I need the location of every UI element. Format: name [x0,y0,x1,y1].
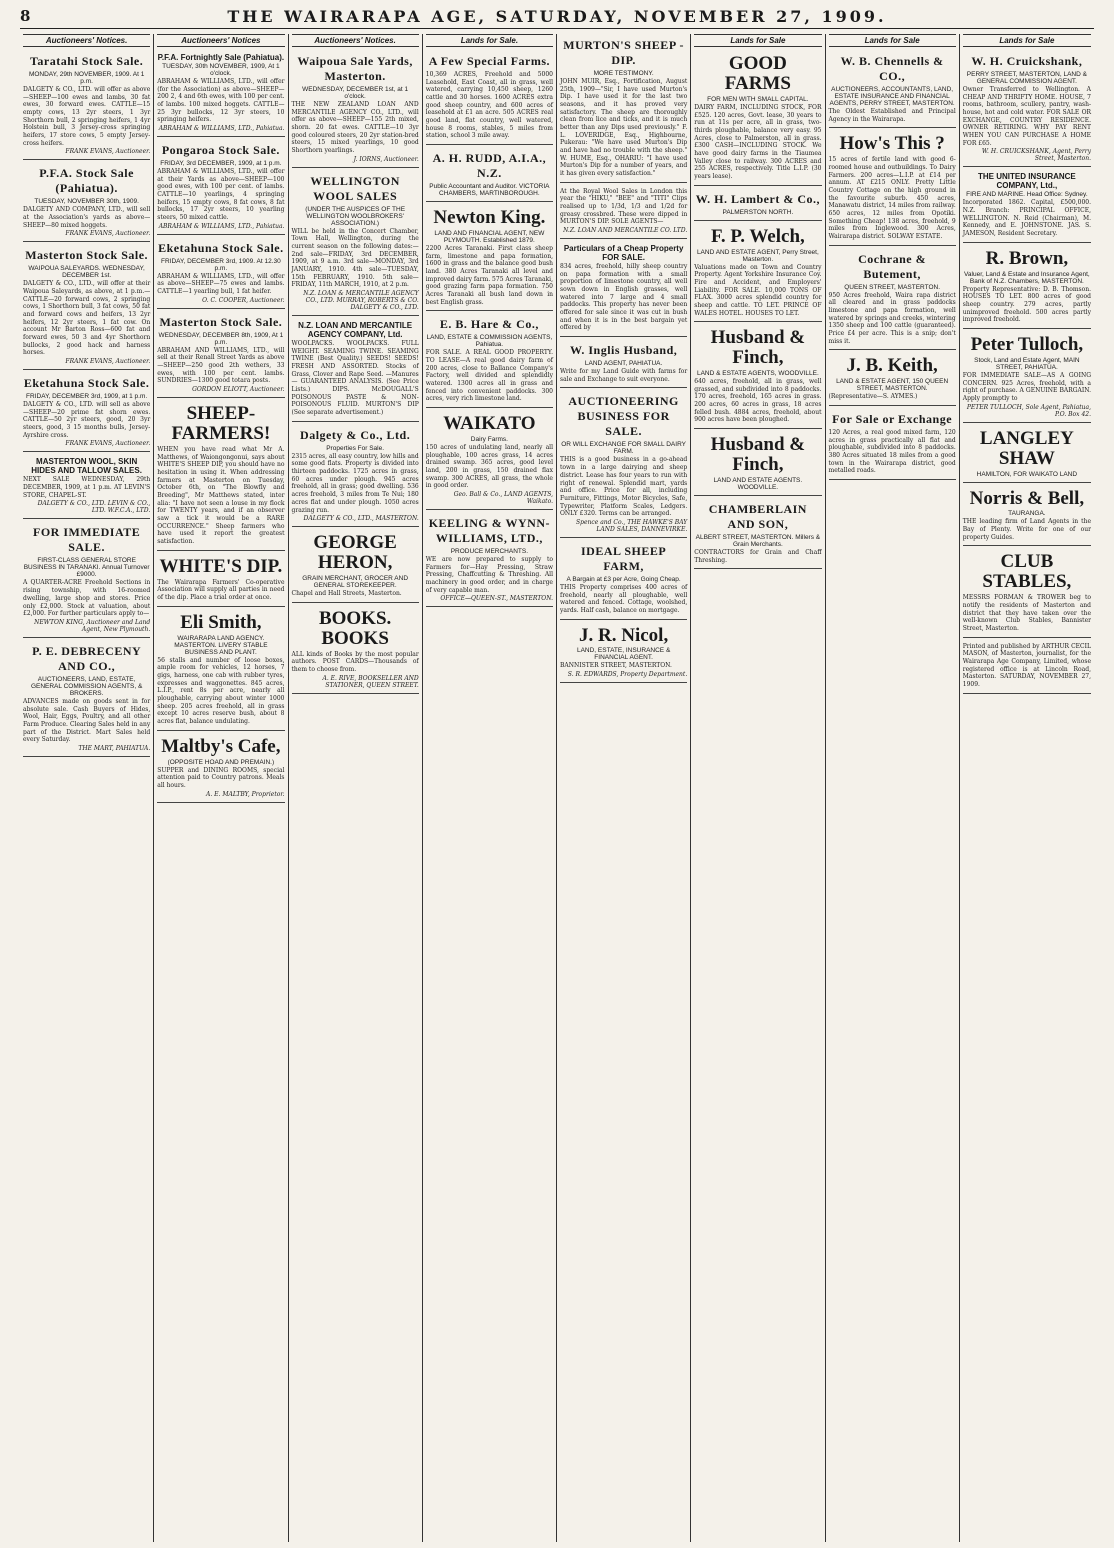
ad-signature: W. H. CRUICKSHANK, Agent, Perry Street, Masterton. [981,148,1091,163]
advertisement [560,622,687,684]
ad-subtitle: LAND AND ESTATE AGENTS. WOODVILLE. [713,477,803,492]
ad-body: JOHN MUIR, Esq., Fortification, August 25th, 1909—"Sir, I have used Murton's Dip. I have used it for the last two seasons, and it has proved very satisfactory. The sheep are thoroughly clean from lice and ticks, and it is much better than any Dips used previously." F. L. LOVERIDGE, Esq., Highbourne, Pukerau: "We have used Murton's Dip and have had no trouble with the sheep." W. HUME, Esq., OHARIU: "I have used Murton's Dip for a number of years, and it has given every satisfaction." [560,78,688,178]
ad-subtitle: FRIDAY, 3rd DECEMBER, 1909, at 1 p.m. [160,160,282,168]
advertisement [560,540,687,620]
ad-subtitle: (UNDER THE AUSPICES OF THE WELLINGTON WOOLBROKERS' ASSOCIATION.) [305,205,406,227]
advertisement [292,605,419,694]
ad-title: Masterton Stock Sale. [159,314,283,329]
advertisement [426,204,553,311]
column-1 [20,34,154,1542]
ad-title: Norris & Bell, [969,487,1085,509]
ad-title: LANGLEY SHAW [979,427,1074,469]
ad-signature: GORDON ELIOTT, Auctioneer. [192,386,285,394]
ad-subtitle: WEDNESDAY, DECEMBER 1st, at 1 o'clock. [302,86,409,100]
ad-body: WHEN you have read what Mr A. Matthews, of Waiongongonui, says about WHITE'S SHEEP DIP, you should have no hesitation in using it. When addressing farmers at Masterton on Tuesday, October 6th, on "The Blowfly and Breeding", Mr Matthews stated, inter alia: "I have not seen a louse in my flock for TWENTY years, and if an observer saw a tick it would be a RARE OCCURRENCE." Sheep farmers who have used it report the greatest satisfaction. [157,445,285,546]
ad-body: DALGETY & CO., LTD. will offer as above—SHEEP—100 ewes and lambs, 30 fat ewes, 30 forward ewes. CATTLE—15 empty cows, 13 2yr steers, 1 3yr Shorthorn bull, 2 springing heifers, 1 4yr Holstein bull, 3 Jersey-cross springing heifers, 17 store cows, 5 empty Jersey-cross heifers. [23,86,151,147]
ad-body: ABRAHAM & WILLIAMS, LTD., will offer (for the Association) as above—SHEEP—200 2, 4 and 6th ewes, with 100 per cent. of lambs. 100 mixed hoggets. CATTLE—25 3yr bullocks, 12 3yr steers, 10 springing heifers. [157,78,285,124]
advertisement [829,130,956,245]
ad-signature: A. E. RIVE, BOOKSELLER AND STATIONER, QUEEN STREET. [322,674,419,689]
ad-title: R. Brown, [985,247,1069,269]
ad-title: Waipoua Sale Yards, Masterton. [297,54,413,83]
masthead [20,4,1094,29]
ad-title: WAIKATO [443,413,536,435]
advertisement [963,245,1091,329]
ad-subtitle: OR WILL EXCHANGE FOR SMALL DAIRY FARM. [561,441,686,456]
ad-subtitle: LAND AND FINANCIAL AGENT, NEW PLYMOUTH. Established 1879. [434,229,545,244]
column-4 [423,34,557,1542]
ad-signature: J. IORNS, Auctioneer. [353,155,419,163]
ad-title: W. H. Lambert & Co., [695,191,820,206]
ad-body: 834 acres, freehold, hilly sheep country on papa formation with a small proportion of limestone country, all well sown down in English grasses, well watered into 7 large and 4 small paddocks. This property has never been offered for sale since it was cut in bush and when it is in the best bargain yet offered by [560,263,688,332]
ad-title: P.F.A. Stock Sale (Pahiatua). [39,166,134,196]
ad-title: CLUB STABLES, [982,551,1072,593]
ad-title: SHEEP-FARMERS! [171,403,271,445]
advertisement [963,331,1091,423]
ad-signature: OFFICE—QUEEN-ST., MASTERTON. [440,595,553,603]
ad-subtitle: Valuer, Land & Estate and Insurance Agent, Bank of N.Z. Chambers, MASTERTON. [964,270,1090,285]
column-8 [960,34,1094,1542]
ad-subtitle: FRIDAY, DECEMBER 3rd, 1909. At 12.30 p.m. [161,257,281,272]
ad-title: Newton King. [433,207,546,229]
ad-title: P.F.A. Fortnightly Sale (Pahiatua). [157,53,285,62]
advertisement [23,372,150,452]
ad-subtitle: A Bargain at £3 per Acre, Going Cheap. [566,575,681,583]
ad-title: Peter Tulloch, [970,334,1084,356]
advertisement [157,609,284,731]
ad-signature: PETER TULLOCH, Sole Agent, Pahiatua, P.O. Box 42. [966,403,1091,418]
ad-body: A QUARTER-ACRE Freehold Sections in rising township, with 16-roomed dwelling, large shop and stores. Price only £2,000. Stock at valuation, about £2,000. For further particulars apply to— [23,579,151,618]
ad-body: FOR IMMEDIATE SALE—AS A GOING CONCERN. 925 Acres, freehold, with a right of purchase. A GENUINE BARGAIN. Apply promptly to [962,371,1091,402]
ad-title: Masterton Stock Sale. [25,248,149,263]
ad-signature: N.Z. LOAN & MERCANTILE AGENCY CO., LTD. MURRAY, ROBERTS & CO. DALGETY & CO., LTD. [303,290,419,312]
column-3 [289,34,423,1542]
advertisement [157,311,284,398]
advertisement [23,521,150,637]
ad-title: BOOKS. BOOKS [318,607,392,649]
ad-signature: ABRAHAM & WILLIAMS, LTD., Pahiatua. [158,125,285,133]
advertisement [560,241,687,337]
ad-title: A. H. RUDD, A.I.A., N.Z. [432,151,547,181]
ad-body: Write for my Land Guide with farms for sale and Exchange to suit everyone. [560,368,688,383]
ad-signature: ABRAHAM & WILLIAMS, LTD., Pahiatua. [158,222,285,230]
ad-body: THIS is a good business in a go-ahead town in a large dairying and sheep district. Lease has four years to run with right of renewal. Splendid mart, yards and office. Price for all, including Furniture, Fittings, Motor Bicycles, Safe, Typewriter, Platform Scales, Ledgers. ONLY £320. Terms can be arranged. [560,456,688,518]
advertisement [292,318,419,422]
ad-signature: Spence and Co., THE HAWKE'S BAY LAND SALES, DANNEVIRKE. [576,518,688,533]
ad-body: Owner Transferred to Wellington. A CHEAP AND THRIFTY HOME. HOUSE, 7 rooms, bathroom, scullery, pantry, wash-house, hot and cold water. FOR SALE OR EXCHANGE, COUNTRY RESIDENCE. OWNER RETIRING. WHY PAY RENT WHEN YOU CAN PURCHASE A HOME FOR £65. [962,86,1091,147]
ad-subtitle: AUCTIONEERS, LAND, ESTATE, GENERAL COMMISSION AGENTS, & BROKERS. [30,675,143,697]
ad-body: BANNISTER STREET, MASTERTON. [560,662,672,670]
advertisement [963,640,1091,694]
advertisement [694,223,821,323]
advertisement [963,169,1091,242]
newspaper-title: THE WAIRARAPA AGE, SATURDAY, NOVEMBER 27, 1909. [227,6,887,26]
ad-body: ABRAHAM & WILLIAMS, LTD., will offer as above—SHEEP—75 ewes and lambs. CATTLE—1 yearling bull, 1 fat heifer. [157,272,285,296]
column-heading: Lands for Sale [694,34,821,47]
ad-title: FOR IMMEDIATE SALE. [32,525,141,555]
ad-subtitle: LAND, ESTATE, INSURANCE & FINANCIAL AGENT. [576,647,671,662]
advertisement [426,147,553,202]
ad-subtitle: ALBERT STREET, MASTERTON. Millers & Grain Merchants. [695,534,821,549]
ad-body: 120 Acres, a real good mixed farm, 120 acres in grass practically all flat and ploughable, subdivided into 8 paddocks. 380 Acres situated 18 miles from a good town in the Wairarapa district, good metalled roads. [828,428,956,475]
column-2 [154,34,288,1542]
ad-subtitle: LAND & ESTATE AGENTS, WOODVILLE. [696,370,819,378]
ad-title: W. H. Cruickshank, [971,54,1083,68]
advertisement [426,512,553,607]
ad-title: Dalgety & Co., Ltd. [300,427,411,442]
advertisement [426,410,553,510]
ad-subtitle: LAND & ESTATE AGENT, 150 QUEEN STREET, MASTERTON. [836,378,949,393]
advertisement [560,339,687,388]
ad-body: 2200 Acres Taranaki. First class sheep farm, limestone and papa formation, 1600 in grass and the balance good bush land. 380 Acres Taranaki all level and improved dairy farm. 575 Acres Taranaki, good grazing farm papa formation. 750 Acres Taranaki all bush land down in best English grass. [425,244,553,306]
ad-title: For Sale or Exchange [832,411,953,426]
ad-signature: NEWTON KING, Auctioneer and Land Agent, New Plymouth. [34,618,151,633]
ad-signature: FRANK EVANS, Auctioneer. [65,230,151,238]
column-heading: Lands for Sale [963,34,1091,47]
ad-body: DALGETY AND COMPANY, LTD., will sell at the Association's yards as above—SHEEP—80 mixed hoggets. [23,206,151,229]
advertisement [23,244,150,370]
ad-body: At the Royal Wool Sales in London this year the "HIKU," "BEE" and "TITI" Clips realised up to 1/3d, 1/3 and 1/2d for greasy crossbred. These were dipped in MURTON'S DIP. SOLE AGENTS— [560,187,688,226]
ad-title: GEORGE HERON, [313,532,397,574]
ad-title: Eketahuna Stock Sale. [23,376,150,391]
ad-title: J. R. Nicol, [579,624,669,646]
ad-subtitle: AUCTIONEERS, ACCOUNTANTS, LAND, ESTATE INSURANCE AND FINANCIAL AGENTS, PERRY STREET, MASTERTON. [829,86,955,107]
ad-body: ABRAHAM AND WILLIAMS, LTD., will sell at their Renall Street Yards as above—SHEEP—250 good 2th wethers, 33 ewes, with 100 per cent. lambs. SUNDRIES—1300 good totara posts. [157,346,285,385]
ad-title: Particulars of a Cheap Property FOR SALE. [563,244,684,263]
advertisement [23,50,150,160]
ad-title: IDEAL SHEEP FARM, [581,543,667,573]
ad-title: How's This ? [839,133,945,155]
ad-title: THE UNITED INSURANCE COMPANY, Ltd., [977,172,1076,191]
ad-title: A Few Special Farms. [428,54,551,68]
newspaper-columns [20,34,1094,1542]
ad-signature: A. E. MALTBY, Proprietor. [206,790,285,798]
ad-body: DALGETY & CO., LTD., will offer at their Waipoua Saleyards, as above, at 1 p.m.—CATTLE—20 forward cows, 2 springing cows, 1 Shorthorn bull, 3 fat cows, 50 fat and forward cows and heifers, 13 2yr heifers, 12 2yr steers, 1 fat cow. On account Mr Barton Ross—600 fat and forward ewes, 50 3 and 4yr Shorthorn bullocks, 2 good hack and harness horses. [23,280,151,357]
ad-subtitle: TAURANGA. [1008,510,1046,518]
advertisement [560,185,687,239]
ad-signature: DALGETY & CO., LTD., MASTERTON. [303,515,419,523]
advertisement [694,324,821,429]
ad-subtitle: MONDAY, 29th NOVEMBER, 1909. At 1 p.m. [28,71,145,85]
ad-title: WHITE'S DIP. [159,555,283,577]
advertisement [157,139,284,235]
advertisement [292,50,419,168]
ad-title: Eketahuna Stock Sale. [158,240,284,255]
ad-subtitle: GRAIN MERCHANT, GROCER AND GENERAL STOREKEEPER. [302,575,409,590]
column-6 [691,34,825,1542]
ad-title: Husband & Finch, [710,327,806,369]
column-heading: Lands for Sale. [426,34,553,47]
advertisement [157,733,284,803]
ad-subtitle: LAND AND ESTATE AGENT, Perry Street, Masterton. [696,248,819,263]
ad-body: Chapel and Hall Streets, Masterton. [291,590,402,598]
ad-body: 150 acres of undulating land, nearly all ploughable, 100 acres grass, 14 acres drained swamp. 365 acres, good level land, 200 in grass, 150 drained flax swamp. 300 ACRES, all grass, the whole in good order. [425,444,553,490]
ad-title: Taratahi Stock Sale. [30,54,144,68]
ad-signature: DALGETY & CO., LTD. LEVIN & CO., LTD. W.F.C.A., LTD. [37,500,151,515]
ad-title: E. B. Hare & Co., [439,317,539,332]
ad-signature: Geo. Ball & Co., LAND AGENTS, Waikato. [453,491,553,506]
ad-body: ADVANCES made on goods sent in for absolute sale. Cash Buyers of Hides, Wool, Hair, Eggs, Poultry, and all other Farm Produce. Clearing Sales held in any part of the District. Mart Sales held every Saturday. [23,697,151,744]
advertisement [829,352,956,406]
advertisement [157,237,284,309]
ad-body: WILL be held in the Concert Chamber, Town Hall, Wellington, during the current season on the following dates:—2nd sale—FRIDAY, 3rd DECEMBER, 1909, at 9 a.m. 3rd sale—MONDAY, 3rd JANUARY, 1910. 4th sale—TUESDAY, 15th FEBRUARY, 1910. 5th sale—FRIDAY, 11th MARCH, 1910, at 2 p.m. [291,227,419,289]
ad-body: THE NEW ZEALAND LOAN AND MERCANTILE AGENCY CO., LTD., will offer as above—SHEEP—155 2th mixed, shorn. 20 fat ewes. CATTLE—10 3yr good coloured steers, 20 2yr station-bred steers, 15 mixed yearlings, 10 good Shorthorn yearlings. [291,101,419,155]
ad-title: F. P. Welch, [710,225,805,247]
advertisement [426,313,553,408]
ad-body: The Oldest Established and Principal Agency in the Wairarapa. [828,108,956,123]
ad-body: WOOLPACKS. WOOLPACKS. FULL WEIGHT. SEAMING TWINE. SEAMING TWINE (Best Quality.) SEEDS! SEEDS! FRESH AND ASSORTED. Stocks of Grass, Clover and Rape Seed. —Manures— GUARANTEED ANALYSIS. (See Price Lists.) DIPS. McDOUGALL'S POISONOUS PASTE & NON-POISONOUS FLUID. MURTON'S DIP (See separate advertisement.) [291,340,419,417]
advertisement [829,50,956,128]
ad-title: WELLINGTON WOOL SALES [310,173,400,203]
column-heading: Auctioneers' Notices. [292,34,419,47]
ad-subtitle: Properties For Sale. [326,444,385,452]
advertisement [23,454,150,519]
ad-subtitle: TUESDAY, 30th NOVEMBER, 1909, At 1 o'clock. [162,63,280,77]
ad-title: Husband & Finch, [710,434,806,476]
ad-signature: O. C. COOPER, Auctioneer. [202,296,285,304]
ad-subtitle: Public Accountant and Auditor. VICTORIA CHAMBERS, MARTINBOROUGH. [429,183,550,198]
ad-title: GOOD FARMS [724,53,791,94]
ad-body: DALGETY & CO., LTD. will sell as above—SHEEP—20 prime fat shorn ewes. CATTLE—50 2yr steers, good, 20 3yr steers, good, 3 15 months bulls, Jersey-Ayrshire cross. [23,401,151,439]
advertisement [292,529,419,603]
ad-subtitle: Stock, Land and Estate Agent, MAIN STREET, PAHIATUA. [974,356,1080,371]
advertisement [694,50,821,186]
advertisement [963,50,1091,167]
advertisement [694,498,821,569]
ad-title: Pongaroa Stock Sale. [161,143,280,158]
column-heading: Lands for Sale [829,34,956,47]
ad-subtitle: WAIPOUA SALEYARDS. WEDNESDAY, DECEMBER 1st. [28,265,145,280]
ad-subtitle: MORE TESTIMONY. [593,70,654,77]
ad-subtitle: TUESDAY, NOVEMBER 30th, 1909. [34,198,139,206]
advertisement [157,50,284,137]
advertisement [829,408,956,480]
column-7 [826,34,960,1542]
ad-body: Incorporated 1862. Capital, £500,000. N.Z. Branch: PRINCIPAL OFFICE, WELLINGTON. N. Reid (Chairman), M. Kennedy, and E. JOHNSTONE. JAS. S. JAMESON, Resident Secretary. [962,199,1091,238]
ad-body: 2315 acres, all easy country, low hills and some good flats. Property is divided into thirteen paddocks. 1725 acres in grass, 60 acres under plough. 945 acres freehold, all in grass; good dwelling. 536 acres freehold, 3 miles from Te Nui; 180 acres flat and under plough. 1050 acres grazing run. [291,452,419,514]
ad-body: 640 acres, freehold, all in grass, well grassed, and subdivided into 8 paddocks. 170 acres, freehold, 165 acres in grass. 200 acres, 60 acres in grass, 18 acres felled bush. 4884 acres, freehold, about 900 acres have been ploughed. [694,378,822,424]
ad-signature: FRANK EVANS, Auctioneer. [65,440,151,448]
ad-body: WE are now prepared to supply to Farmers for—Hay Pressing, Straw Pressing, Chaffcutting & Threshing. All machinery in good order, and in charge of very capable man. [425,556,553,594]
ad-body: Property Representative: D. B. Thomson. HOUSES TO LET. 800 acres of good sheep country. 279 acres, partly unimproved freehold. 500 acres partly improved freehold. [962,285,1091,324]
ad-subtitle: PALMERSTON NORTH. [722,208,794,216]
ad-body: CONTRACTORS for Grain and Chaff Threshing. [694,549,822,564]
ad-body: 10,369 ACRES, Freehold and 5000 Leasehold, East Coast, all in grass, well watered, carrying 10,450 sheep, 1260 cattle and 30 horses. 1600 ACRES extra good sheep country, and 600 acres of leasehold at £1 an acre. 505 ACRES real good land, flat country, well watered, house 8 rooms, stables, 5 miles from station, school 3 mile away. [425,71,553,140]
ad-title: W. B. Chennells & CO., [840,54,944,83]
ad-title: Eli Smith, [180,611,262,633]
ad-signature: FRANK EVANS, Auctioneer. [65,358,151,366]
advertisement [963,425,1091,483]
advertisement [963,485,1091,547]
ad-title: J. B. Keith, [846,355,938,377]
advertisement [694,431,821,496]
ad-title: KEELING & WYNN-WILLIAMS, LTD., [428,516,551,546]
advertisement [23,640,150,757]
advertisement [23,162,150,242]
ad-subtitle: LAND, ESTATE & COMMISSION AGENTS, Pahiatua. [426,334,553,349]
ad-body: Valuations made on Town and Country Property. Agent Yorkshire Insurance Coy. Fire and Accident, and Employers' Liability. FOR SALE. 10,000 TONS OF FLAX. 3000 acres splendid country for sheep and cattle. TO LET. PRINCE OF WALES HOTEL. HOUSES TO LET. [694,263,822,317]
ad-subtitle: FIRE AND MARINE. Head Office: Sydney. [966,191,1088,199]
ad-subtitle: FOR MEN WITH SMALL CAPITAL. [707,95,809,103]
advertisement [157,553,284,607]
ad-body: NEXT SALE WEDNESDAY, 29th DECEMBER, 1909, at 1 p.m. AT LEVIN'S STORE, CHAPEL-ST. [23,476,151,499]
ad-title: CHAMBERLAIN AND SON, [708,502,807,532]
ad-body: SUPPER and DINING ROOMS, special attention paid to Country patrons. Meals all hours. [157,766,285,789]
ad-body: FOR SALE. A REAL GOOD PROPERTY. TO LEASE—A real good dairy farm of 200 acres, close to Ballance Company's Factory, well divided and splendidly watered. 1300 acres all in grass and fenced into convenient paddocks. 300 acres, very rich limestone land. [425,349,553,403]
column-heading: Auctioneers' Notices [157,34,284,47]
ad-subtitle: (OPPOSITE HOAD AND PREMAIN.) [167,758,275,766]
ad-title: P. E. DEBRECENY AND CO., [32,643,142,673]
advertisement [963,548,1091,637]
ad-title: MURTON'S SHEEP - DIP. [563,38,684,67]
advertisement [829,248,956,351]
ad-body: DAIRY FARM, INCLUDING STOCK, FOR £525. 120 acres, Govt. lease, 30 years to run at 11s per acre, all in grass, two-thirds ploughable, balance very easy. 95 Acres, close to Palmerston, all in grass. £300 CASH—INCLUDING STOCK. We have good dairy farms in the Tiaumea Valley close to railway. 300 ACRES and 255 ACRES, respectively. Title L.I.P. (30 years lease). [694,103,822,180]
advertisement [157,400,284,551]
column-heading: Auctioneers' Notices. [23,34,150,47]
ad-body: THE leading firm of Land Agents in the Bay of Plenty. Write for one of our property Guides. [962,518,1091,541]
ad-title: Maltby's Cafe, [161,735,281,757]
advertisement [426,50,553,145]
column-5 [557,34,691,1542]
ad-body: MESSRS FORMAN & TROWER beg to notify the residents of Masterton and district that they have taken over the well-known Club Stables, Bannister Street, Masterton. [962,594,1091,633]
ad-signature: THE MART, PAHIATUA. [78,744,151,752]
ad-body: The Wairarapa Farmers' Co-operative Association will supply all parties in need of the dip. Place a trial order at once. [157,578,285,601]
ad-body: (Representative—S. AYMES.) [828,393,918,401]
ad-subtitle: QUEEN STREET, MASTERTON. [844,283,941,291]
ad-body: 56 stalls and number of loose boxes, ample room for vehicles, 12 horses, 7 gigs, harness, one cab with rubber tyres, expresses and waggonettes. 845 acres, L.I.P., rent 8s per acre, nearly all ploughable, carrying about winter 1000 sheep. 205 acres freehold, all in grass except 10 acres reserve bush, about 8 acres flat, balance undulating. [157,656,285,725]
ad-subtitle: PERRY STREET, MASTERTON, LAND & GENERAL COMMISSION AGENT. [966,71,1087,85]
ad-title: N.Z. LOAN AND MERCANTILE AGENCY COMPANY, Ltd. [298,321,413,340]
ad-subtitle: FIRST-CLASS GENERAL STORE BUSINESS IN TARANAKI. Annual Turnover £9000. [23,557,150,579]
advertisement [292,170,419,316]
ad-subtitle: WEDNESDAY, DECEMBER 8th, 1909, At 1 p.m. [158,331,284,346]
ad-subtitle: PRODUCE MERCHANTS. [450,548,529,556]
ad-body: THIS Property comprises 400 acres of freehold, nearly all ploughable, well watered and fenced. Cottage, woolshed, yards. Half cash, balance on mortgage. [560,583,688,614]
ad-body: Printed and published by ARTHUR CECIL MASON, of Masterton, journalist, for the Wairarapa Age Company, Limited, whose registered office is at Lincoln Road, Masterton. SATURDAY, NOVEMBER 27, 1909. [962,642,1091,689]
advertisement [694,188,821,221]
ad-subtitle: LAND AGENT, PAHIATUA. [584,360,663,368]
ad-title: W. Inglis Husband, [569,343,678,358]
ad-subtitle: Dairy Farms. [470,436,508,443]
ad-signature: N.Z. LOAN AND MERCANTILE CO. LTD. [563,227,688,235]
ad-subtitle: HAMILTON, FOR WAIKATO LAND [976,470,1078,478]
ad-subtitle: FRIDAY, DECEMBER 3rd, 1909, at 1 p.m. [26,393,148,401]
ad-body: ALL kinds of Books by the most popular authors. POST CARDS—Thousands of them to choose from. [291,650,419,673]
ad-subtitle: WAIRARAPA LAND AGENCY. MASTERTON. LIVERY STABLE BUSINESS AND PLANT. [174,634,268,656]
ad-body: ABRAHAM & WILLIAMS, LTD., will offer at their Yards as above—SHEEP—100 good ewes, with 100 per cent. of lambs. CATTLE—10 yearlings, 4 springing heifers, 15 empty cows, 8 fat cows, 8 fat bullocks, 17 2yr steers, 10 yearling steers, 50 mixed cattle. [157,168,285,222]
ad-title: Cochrane & Butement, [858,251,927,281]
page-number: 8 [20,7,31,25]
ad-title: AUCTIONEERING BUSINESS FOR SALE. [568,394,679,439]
advertisement [560,390,687,537]
ad-title: MASTERTON WOOL, SKIN HIDES AND TALLOW SALES. [31,457,142,476]
advertisement [560,34,687,183]
ad-signature: FRANK EVANS, Auctioneer. [65,148,151,156]
advertisement [292,424,419,527]
ad-body: 15 acres of fertile land with good 6-roomed house and outbuildings. To Dairy Farmers. 200 acres—L.I.P. at £14 per annum. AT £215 ONLY. Pretty Little Country Cottage on the high ground in the favourite suburb. 450 acres, Manawatu district, 14 miles from railway. 650 acres, 12 miles from Opotiki. Something Cheap! 138 acres, freehold, 9 miles from Inglewood. 300 Acres, Wairarapa district. SOLWAY ESTATE. [828,156,956,240]
ad-body: 950 Acres freehold, Waira rapa district all cleared and in grass paddocks limestone and papa formation, well watered by springs and creeks, wintering 1350 sheep and 100 cattle (guaranteed). Price £4 per acre. This is a snip; don't miss it. [828,291,956,345]
ad-signature: S. R. EDWARDS, Property Department. [567,671,688,679]
